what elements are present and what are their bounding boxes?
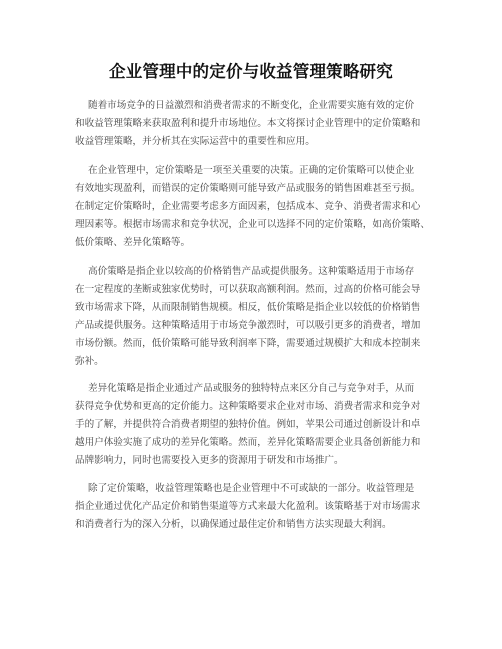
paragraph-line: 越用户体验实施了成功的差异化策略。然而，差异化策略需要企业具备创新能力和: [75, 437, 421, 448]
paragraph-high-low-price: [75, 263, 435, 371]
paragraph-line: 有效地实现盈利，而错误的定价策略则可能导致产品或服务的销售困难甚至亏损。: [75, 183, 421, 194]
paragraph-line: 产品或提供服务。这种策略适用于市场竞争激烈时，可以吸引更多的消费者，增加: [75, 320, 421, 331]
paragraph-line: 品牌影响力，同时也需要投入更多的资源用于研发和市场推广。: [75, 455, 344, 466]
paragraph-revenue-management: [75, 480, 435, 534]
paragraph-line: 在企业管理中，定价策略是一项至关重要的决策。正确的定价策略可以使企业: [88, 165, 415, 176]
paragraph-differentiation: [75, 380, 435, 470]
paragraph-line: 手的了解，并提供符合消费者期望的独特价值。例如，苹果公司通过创新设计和卓: [75, 419, 421, 430]
paragraph-line: 除了定价策略，收益管理策略也是企业管理中不可或缺的一部分。收益管理是: [88, 483, 415, 494]
paragraph-line: 在制定定价策略时，企业需要考虑多方面因素，包括成本、竞争、消费者需求和心: [75, 201, 421, 212]
paragraph-pricing-strategy: [75, 162, 435, 252]
paragraph-line: 低价策略、差异化策略等。: [75, 237, 191, 248]
paragraph-line: 理因素等。根据市场需求和竞争状况，企业可以选择不同的定价策略，如高价策略、: [75, 219, 430, 230]
paragraph-line: 收益管理策略，并分析其在实际运营中的重要性和应用。: [75, 136, 315, 147]
paragraph-line: 市场份额。然而，低价策略可能导致利润率下降，需要通过规模扩大和成本控制来: [75, 338, 421, 349]
paragraph-line: 随着市场竞争的日益激烈和消费者需求的不断变化，企业需要实施有效的定价: [88, 100, 415, 111]
paragraph-line: 获得竞争优势和更高的定价能力。这种策略要求企业对市场、消费者需求和竞争对: [75, 401, 421, 412]
paragraph-line: 弥补。: [75, 356, 104, 367]
paragraph-line: 致市场需求下降，从而限制销售规模。相反，低价策略是指企业以较低的价格销售: [75, 302, 421, 313]
paragraph-line: 差异化策略是指企业通过产品或服务的独特特点来区分自己与竞争对手，从而: [88, 383, 415, 394]
paragraph-line: 高价策略是指企业以较高的价格销售产品或提供服务。这种策略适用于市场存: [88, 266, 415, 277]
paragraph-line: 指企业通过优化产品定价和销售渠道等方式来最大化盈利。该策略基于对市场需求: [75, 501, 421, 512]
document-title: 企业管理中的定价与收益管理策略研究: [109, 62, 393, 81]
paragraph-line: 在一定程度的垄断或独家优势时，可以获取高额利润。然而，过高的价格可能会导: [75, 284, 421, 295]
paragraph-line: 和消费者行为的深入分析，以确保通过最佳定价和销售方法实现最大利润。: [75, 519, 392, 530]
paragraph-intro: [75, 97, 435, 151]
paragraph-line: 和收益管理策略来获取盈利和提升市场地位。本文将探讨企业管理中的定价策略和: [75, 118, 421, 129]
